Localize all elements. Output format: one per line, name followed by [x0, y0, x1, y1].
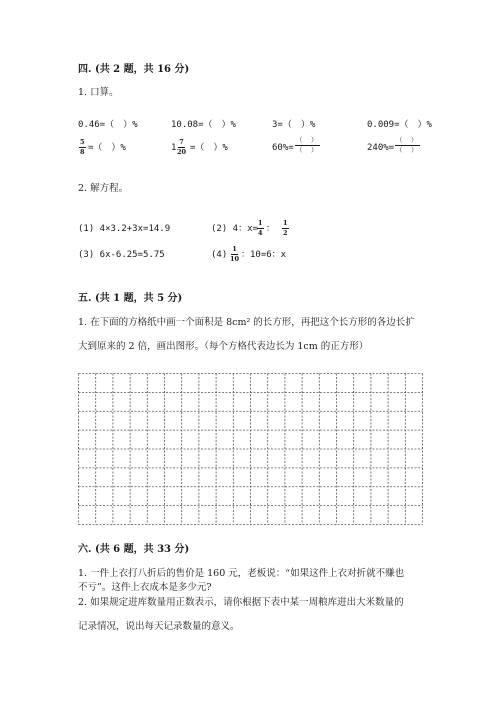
section5-q1-line2: 大到原来的 2 倍，画出图形。（每个方格代表边长为 1cm 的正方形） [78, 341, 369, 352]
section6-header: 六. (共 6 题，共 33 分) [78, 544, 190, 555]
section4-header: 四. (共 2 题，共 16 分) [78, 64, 190, 75]
section6-q1-line2: 不亏”。这件上衣成本是多少元? [78, 582, 212, 593]
problem-60-percent: 60%= [272, 143, 294, 153]
problem-1-7-20-tail: =（ ）% [190, 143, 228, 153]
equation-1: (1) 4×3.2+3x=14.9 [78, 224, 171, 234]
q2-label: 2. 解方程。 [78, 183, 129, 194]
fraction-1-2: $\frac{1}{2}$ [283, 219, 288, 237]
problem-5-8-tail: =（ ）% [88, 143, 126, 153]
fraction-5-8: $\frac{5}{8}$ [80, 138, 85, 156]
problem-240-percent: 240%= [367, 143, 395, 153]
fraction-1-4: $\frac{1}{4}$ [258, 219, 263, 237]
section6-q2-line2: 记录情况，说出每天记录数量的意义。 [78, 621, 240, 632]
problem-3: 3=（ ）% [272, 120, 316, 130]
equation-4-head: (4) [211, 250, 228, 260]
fraction-1-10: $\frac{1}{10}$ [230, 245, 240, 263]
equation-3: (3) 6x-6.25=5.75 [78, 250, 165, 260]
blank-fraction-60: （ ） （ ） [296, 136, 319, 154]
section6-q1-line1: 1. 一件上衣打八折后的售价是 160 元，老板说：“如果这件上衣对折就不赚也 [78, 568, 405, 579]
section5-q1-line1: 1. 在下面的方格纸中画一个面积是 8cm² 的长方形，再把这个长方形的各边长扩 [78, 317, 415, 328]
equation-2-colon: ： [266, 224, 276, 234]
section5-header: 五. (共 1 题，共 5 分) [78, 293, 183, 304]
equation-4-tail: ：10=6：x [241, 250, 287, 260]
mixed-number-whole: 1 [171, 143, 177, 153]
equation-2-head: (2) 4：x= [211, 224, 258, 234]
fraction-7-20: $\frac{7}{20}$ [177, 138, 187, 156]
q1-label: 1. 口算。 [78, 87, 119, 98]
section6-q2-line1: 2. 如果规定进库数量用正数表示，请你根据下表中某一周粮库进出大米数量的 [78, 597, 404, 608]
problem-0-46: 0.46=（ ）% [78, 120, 138, 130]
problem-10-08: 10.08=（ ）% [171, 120, 236, 130]
square-grid-paper[interactable] [78, 373, 423, 525]
problem-0-009: 0.009=（ ）% [367, 120, 432, 130]
blank-fraction-240: （ ） （ ） [396, 136, 419, 154]
